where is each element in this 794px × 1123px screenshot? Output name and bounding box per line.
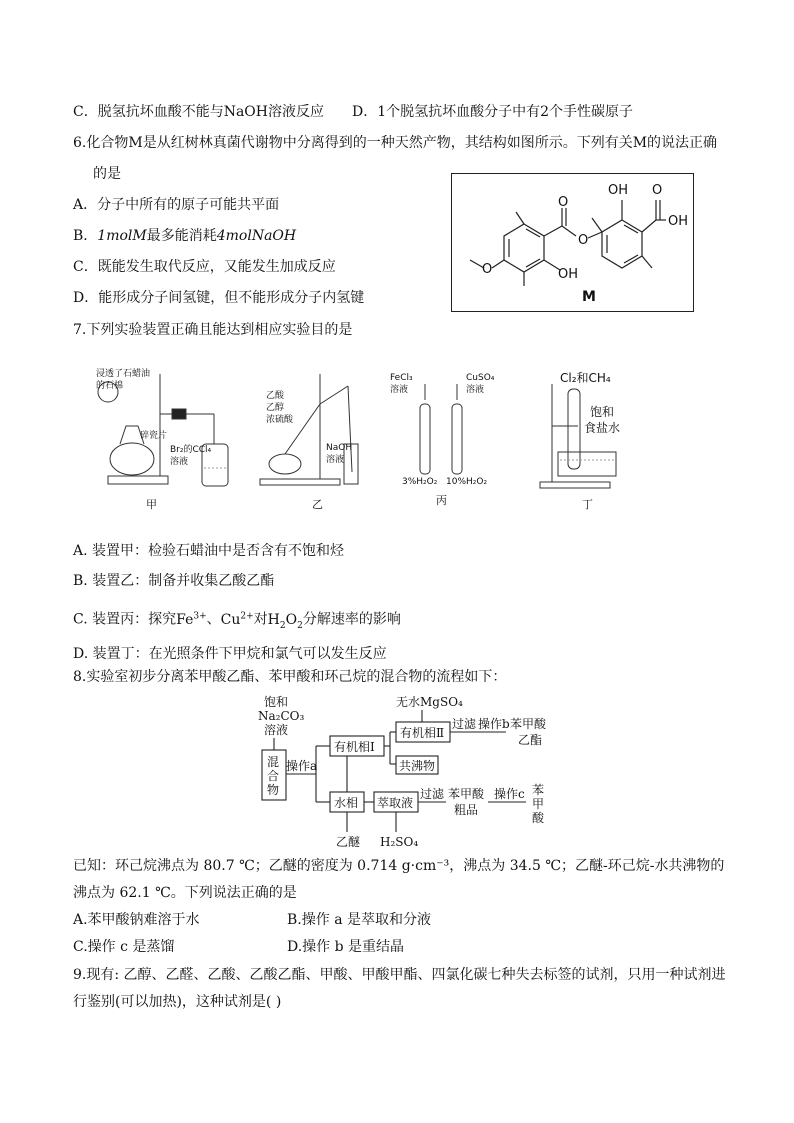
q7-option-c: C. 装置丙：探究$Fe^{3+}$、$Cu^{2+}$对$H_2O_2$分解速率的影响 [73,611,401,631]
struct-label-m: M [582,289,596,305]
bing-note6: 10%H₂O₂ [446,477,488,487]
jia-note4: Br₂的CCl₄ [170,445,212,455]
q6-option-a: A．分子中所有的原子可能共平面 [73,197,280,213]
q6-stem-line1: 6.化合物M是从红树林真菌代谢物中分离得到的一种天然产物，其结构如图所示。下列有关M的说法正确 [73,135,718,151]
flow-op-c: 操作c [494,787,525,801]
struct-cooh-o: O [652,183,663,198]
flow-op-a: 操作a [286,759,318,773]
bing-note1: FeCl₃ [390,373,413,383]
q7-option-b: B. 装置乙：制备并收集乙酸乙酯 [73,573,275,589]
ding-note2: 饱和 [590,405,615,419]
svg-text:有机相Ⅰ: 有机相Ⅰ [334,740,375,754]
yi-note4: NaOH [326,443,353,453]
struct-methoxy-o: O [482,262,493,277]
apparatus-label-yi: 乙 [312,498,323,511]
q8-option-b: B.操作 a 是萃取和分液 [287,912,431,928]
q6-option-b-naoh: 4molNaOH [216,228,297,244]
ding-note3: 食盐水 [584,421,621,435]
struct-ester-dbl-o: O [558,195,569,210]
q8-option-c: C.操作 c 是蒸馏 [73,939,175,955]
flow-ether: 乙醚 [336,835,361,849]
q8-known-line2: 沸点为 62.1 ℃。下列说法正确的是 [73,885,297,901]
flow-crude-l2: 粗品 [454,803,479,817]
bing-note2: 溶液 [390,385,409,395]
bing-note4: 溶液 [466,385,485,395]
h2o2: $H_2O_2$ [267,611,303,631]
q6-option-d: D．能形成分子间氢键，但不能形成分子内氢键 [73,290,365,306]
apparatus-label-bing: 丙 [436,494,447,507]
q8-option-d: D.操作 b 是重结晶 [287,939,405,955]
apparatus-label-jia: 甲 [146,498,157,511]
ding-note1: Cl₂和CH₄ [560,371,611,385]
flow-filter2: 过滤 [420,787,445,801]
struct-oh-bottom: OH [558,267,579,282]
compound-m-svg [452,174,693,311]
yi-note2: 乙醇 [266,403,285,413]
svg-text:混: 混 [267,755,280,769]
flow-product1-l2: 乙酯 [518,733,543,747]
jia-note3: 碎瓷片 [140,431,168,441]
q7-option-a: A. 装置甲：检验石蜡油中是否含有不饱和烃 [73,543,345,559]
yi-note1: 乙酸 [266,391,285,401]
apparatus-svg [90,364,630,514]
flow-mgso4: 无水MgSO₄ [396,695,463,709]
flow-reagent1-l3: 溶液 [264,723,289,737]
svg-text:物: 物 [267,783,280,797]
q8-stem: 8.实验室初步分离苯甲酸乙酯、苯甲酸和环己烷的混合物的流程如下： [73,669,507,685]
flow-reagent1-l1: 饱和 [264,695,289,709]
q6-option-b: B．1molM最多能消耗4molNaOH [73,228,297,244]
svg-text:合: 合 [267,769,280,783]
apparatus-figure [90,364,630,514]
apparatus-label-ding: 丁 [582,498,593,511]
svg-text:水相: 水相 [334,796,359,810]
q6-option-c: C．既能发生取代反应，又能发生加成反应 [73,259,336,275]
flow-product2-l3: 酸 [532,811,545,825]
jia-note1: 浸透了石蜡油 [96,369,151,379]
flow-product2-l2: 甲 [532,797,545,811]
svg-text:共沸物: 共沸物 [399,759,436,773]
separation-flowchart [250,694,570,850]
q5-option-d: D．1个脱氢抗坏血酸分子中有2个手性碳原子 [352,104,634,120]
struct-cooh-oh: OH [668,214,689,229]
flow-op-b: 操作b [478,717,510,731]
flowchart-svg [250,694,570,850]
bing-note3: CuSO₄ [466,373,495,383]
compound-m-structure [451,173,694,312]
q8-known-line1: 已知：环己烷沸点为 80.7 ℃；乙醚的密度为 0.714 g·cm⁻³，沸点为 34.5 ℃；乙醚-环己烷-水共沸物的 [73,858,725,874]
svg-text:萃取液: 萃取液 [377,796,414,810]
cu2-ion: $Cu^{2+}$ [220,611,254,628]
flow-h2so4: H₂SO₄ [380,835,419,849]
q7-option-d: D. 装置丁：在光照条件下甲烷和氯气可以发生反应 [73,646,387,662]
jia-note2: 的石棉 [96,381,124,391]
fe3-ion: $Fe^{3+}$ [176,611,207,628]
q9-stem-line2: 行鉴别(可以加热)，这种试剂是( ) [73,994,282,1010]
flow-filter1: 过滤 [452,717,477,731]
q5-option-c: C．脱氢抗坏血酸不能与NaOH溶液反应 [73,104,324,120]
flow-product2-l1: 苯 [532,783,545,797]
bing-note5: 3%H₂O₂ [402,477,438,487]
struct-ester-o: O [578,233,589,248]
q9-stem-line1: 9.现有: 乙醇、乙醛、乙酸、乙酸乙酯、甲酸、甲酸甲酯、四氯化碳七种失去标签的试剂，只用一种试剂进 [73,967,726,983]
jia-note5: 溶液 [170,457,189,467]
q6-stem-line2: 的是 [93,166,121,182]
q6-option-b-amount: 1molM [97,228,147,244]
q8-option-a: A.苯甲酸钠难溶于水 [73,912,200,928]
svg-text:有机相Ⅱ: 有机相Ⅱ [400,726,445,740]
flow-product1-l1: 苯甲酸 [510,717,547,731]
yi-note5: 溶液 [326,455,345,465]
q7-stem: 7.下列实验装置正确且能达到相应实验目的是 [73,322,353,338]
yi-note3: 浓硫酸 [266,415,294,425]
flow-crude-l1: 苯甲酸 [448,787,485,801]
struct-oh-top: OH [608,183,629,198]
flow-reagent1-l2: Na₂CO₃ [258,709,305,723]
